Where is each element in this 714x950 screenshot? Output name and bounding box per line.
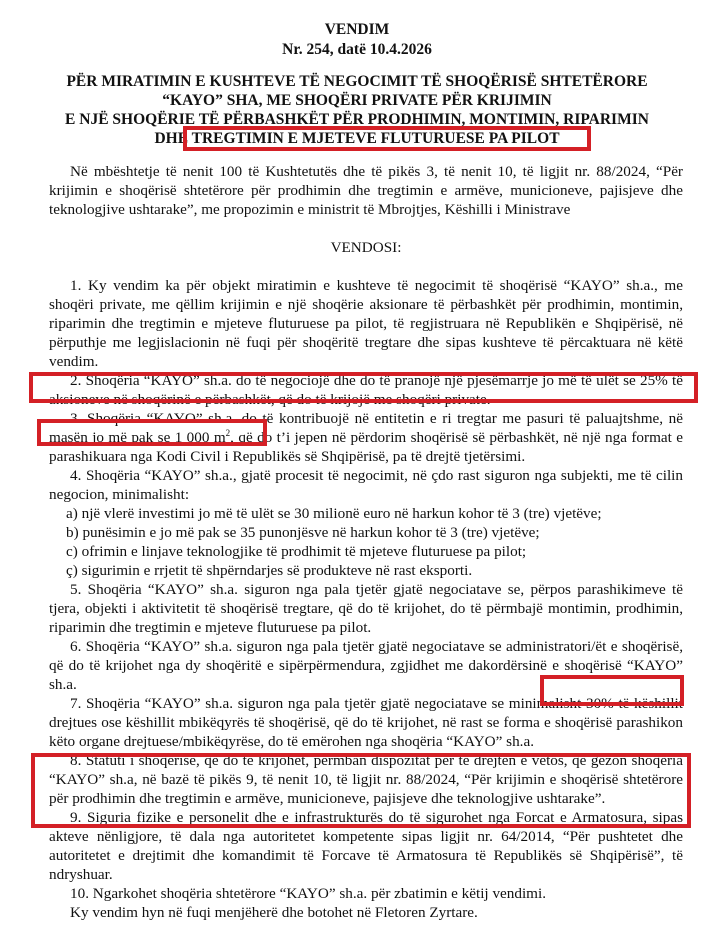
title-line: “KAYO” SHA, ME SHOQËRI PRIVATE PËR KRIJIMIN	[162, 92, 552, 109]
points-block	[49, 276, 683, 922]
point-2: 2. Shoqëria “KAYO” sh.a. do të negociojë dhe do të pranojë një pjesëmarrje jo më të ulët se 25% të aksioneve në shoqërinë e përbashkët, që do të krijojë me shoqëri private.	[49, 372, 683, 408]
decides-label: VENDOSI:	[330, 239, 402, 256]
point-8: 8. Statuti i shoqërisë, që do të krijohet, përmban dispozitat për të drejtën e vetos, që gëzon shoqëria “KAYO” sh.a, në bazë të pikës 9, të nenit 10, të ligjit nr. 88/2024, “Për krijimin e shoqërisë shtetërore për prodhimin dhe tregtimin e armëve, municioneve, pajisjeve dhe teknologjive ushtarake”.	[49, 752, 683, 807]
decides-block	[49, 238, 683, 257]
point-4: 4. Shoqëria “KAYO” sh.a., gjatë procesit të negocimit, në çdo rast siguron nga subjekti, me të cilin negocion, minimalisht:	[49, 467, 683, 503]
point-3-text-cont: , që do t’i jepen në përdorim shoqërisë së përbashkët, në një nga format e parashikuara nga Kodi Civil i Republikës së Shqipërisë, pa të drejtë tjetërsimi.	[49, 429, 683, 465]
superscript: 2	[225, 427, 231, 438]
document-heading: VENDIM	[324, 21, 390, 38]
document-number-date: Nr. 254, datë 10.4.2026	[282, 41, 432, 58]
point-10: 10. Ngarkohet shoqëria shtetërore “KAYO” sh.a. për zbatimin e këtij vendimi.	[70, 885, 547, 902]
title-line: PËR MIRATIMIN E KUSHTEVE TË NEGOCIMIT TË SHOQËRISË SHTETËRORE	[66, 73, 648, 90]
point-3	[49, 409, 683, 466]
point-4-item-c-cedilla: ç) sigurimin e rrjetit të shpërndarjes së produkteve në rast eksporti.	[66, 562, 473, 579]
point-7: 7. Shoqëria “KAYO” sh.a. siguron nga pala tjetër gjatë negociatave se minimalisht 30% të këshillit drejtues ose këshillit mbikëqyrës të shoqërisë, që do të krijohet, në rast se forma e shoqërisë parashikon këto organe drejtuese/mbikëqyrëse, do të emërohen nga shoqëria “KAYO” sh.a.	[49, 695, 683, 750]
point-3-text: 3. Shoqëria “KAYO” sh.a. do të kontribuojë në entitetin e ri tregtar me pasuri të paluajtshme, në masën jo më pak se 1 000 m	[49, 410, 683, 446]
preamble-block	[49, 162, 683, 219]
preamble: Në mbështetje të nenit 100 të Kushtetutës dhe të pikës 3, të nenit 10, të ligjit nr. 88/2024, “Për krijimin e shoqërisë shtetërore për prodhimin dhe tregtimin e armëve, municioneve, pajisjeve dhe teknologjive ushtarake”, me propozimin e ministrit të Mbrojtjes, Këshilli i Ministrave	[49, 163, 683, 218]
point-4-item-c: c) ofrimin e linjave teknologjike të prodhimit të mjeteve fluturuese pa pilot;	[66, 543, 527, 560]
point-4-item-a: a) një vlerë investimi jo më të ulët se 30 milionë euro në harkun kohor të 3 (tre) vjetëve;	[66, 505, 602, 522]
title-line: DHE TREGTIMIN E MJETEVE FLUTURUESE PA PILOT	[154, 130, 560, 147]
point-4-item-b: b) punësimin e jo më pak se 35 punonjësve në harkun kohor të 3 (tre) vjetëve;	[66, 524, 540, 541]
point-1: 1. Ky vendim ka për objekt miratimin e kushteve të negocimit të shoqërisë “KAYO” sh.a., me shoqëri private, me qëllim krijimin e një shoqërie aksionare të përbashkët për prodhimin, montimin, riparimin dhe tregtimin e mjeteve fluturuese pa pilot, të regjistruara në Republikën e Shqipërisë, në përputhje me legjislacionin në fuqi për shoqëritë tregtare dhe sipas kushteve të përcaktuara në këtë vendim.	[49, 277, 683, 370]
point-5: 5. Shoqëria “KAYO” sh.a. siguron nga pala tjetër gjatë negociatave se, përpos parashikimeve të tjera, objekti i aktivitetit të shoqërisë tregtare, që do të krijohet, do të përmbajë montimin, prodhimin, riparimin dhe tregtimin e mjeteve fluturuese pa pilot.	[49, 581, 683, 636]
point-6: 6. Shoqëria “KAYO” sh.a. siguron nga pala tjetër gjatë negociatave se administratori/ët e shoqërisë, që do të krijohet nga dy shoqëritë e sipërpërmendura, zgjidhet me dakordërsinë e shoqërisë “KAYO” sh.a.	[49, 638, 683, 693]
title-line: E NJË SHOQËRIE TË PËRBASHKËT PËR PRODHIMIN, MONTIMIN, RIPARIMIN	[65, 111, 649, 128]
point-9: 9. Siguria fizike e personelit dhe e infrastrukturës do të sigurohet nga Forcat e Armatosura, sipas akteve nënligjore, të dala nga autoritetet kompetente sipas ligjit nr. 64/2014, “Për pushtetet dhe autoritetet e drejtimit dhe komandimit të Forcave të Armatosura të Republikës së Shqipërisë”, të ndryshuar.	[49, 809, 683, 883]
document-title	[40, 72, 674, 148]
closing-statement: Ky vendim hyn në fuqi menjëherë dhe botohet në Fletoren Zyrtare.	[70, 904, 478, 921]
